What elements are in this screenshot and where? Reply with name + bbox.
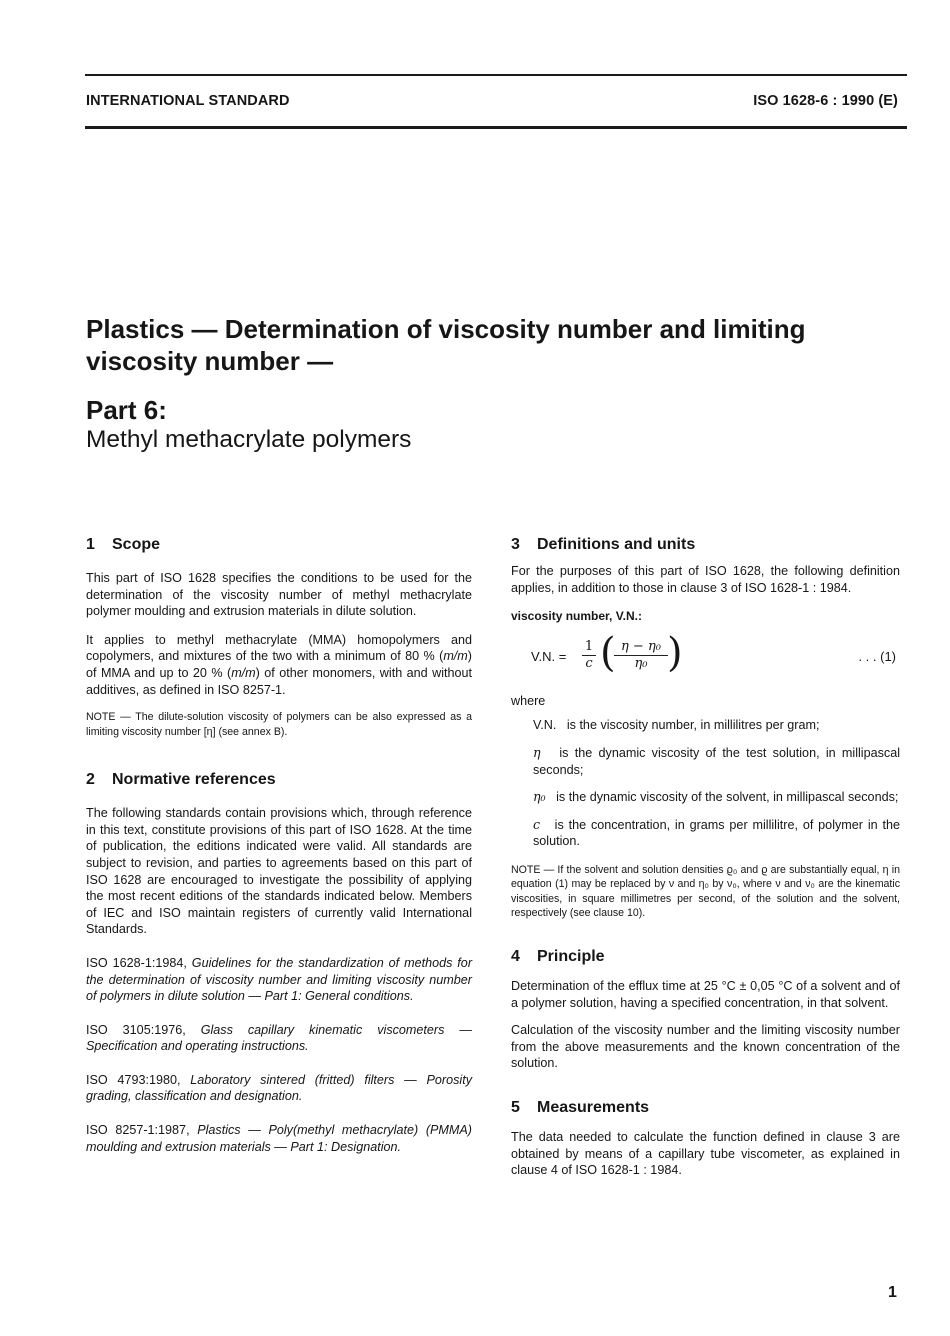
reference-iso-1628-1: ISO 1628-1:1984, Guidelines for the standardization of methods for the determination of viscosity number and limiting viscosity number of polymers in dilute solution — Part 1: General conditions. (86, 955, 473, 1004)
scope-paragraph-2: It applies to methyl methacrylate (MMA) homopolymers and copolymers, and mixtures of the two with a minimum of 80 % (m/m) of MMA and up to 20 % (m/m) of other monomers, with and without additives, as defined in ISO 8257-1. (86, 632, 472, 697)
section-5-heading: 5 Measurements (511, 1098, 650, 1116)
header-rule (85, 126, 907, 129)
definition-c: c is the concentration, in grams per millilitre, of polymer in the solution. (533, 816, 900, 849)
reference-iso-4793: ISO 4793:1980, Laboratory sintered (fritted) filters — Porosity grading, classification and designation. (86, 1072, 472, 1104)
principle-paragraph-2: Calculation of the viscosity number and the limiting viscosity number from the above measurements and the known concentration of the solution. (511, 1023, 900, 1071)
document-subtitle: Methyl methacrylate polymers (86, 426, 412, 453)
section-1-heading: 1 Scope (86, 536, 161, 553)
references-intro: The following standards contain provisions which, through reference in this text, constitute provisions of this part of ISO 1628. At the time of publication, the editions indicated were valid. All standards are subject to revision, and parties to agreements based on this part of ISO 1628 are encouraged to investigate the possibility of applying the most recent editions of the standards indicated below. Members of IEC and ISO maintain registers of currently valid International Standards. (86, 806, 472, 937)
left-column (86, 535, 472, 1155)
viscosity-number-equation (511, 629, 900, 685)
definitions-intro: For the purposes of this part of ISO 1628, the following definition applies, in addition to those in clause 3 of ISO 1628-1 : 1984. (511, 564, 900, 595)
defined-term: viscosity number, V.N.: (511, 609, 642, 624)
equation-number: . . . (1) (858, 648, 896, 664)
definition-vn: V.N. is the viscosity number, in millilitres per gram; (533, 718, 820, 733)
section-3-heading: 3 Definitions and units (511, 536, 696, 553)
part-number: Part 6: (86, 395, 167, 425)
definitions-note: NOTE — If the solvent and solution densities ϱ₀ and ϱ are substantially equal, η in equation (1) may be replaced by ν and η₀ by ν₀, where ν and ν₀ are the kinematic viscosities, in square millimetres per second, of the solution and the solvent, respectively (see clause 10). (511, 863, 900, 920)
equation-coefficient: 1 c (582, 639, 596, 673)
header-standard-label: INTERNATIONAL STANDARD (86, 93, 290, 109)
where-label: where (511, 693, 546, 708)
section-2-heading: 2 Normative references (86, 771, 276, 789)
header-document-number: ISO 1628-6 : 1990 (E) (753, 93, 898, 109)
title-line-1: Plastics — Determination of viscosity number and limiting (86, 314, 806, 344)
title-line-2: viscosity number — (86, 346, 334, 376)
reference-iso-3105: ISO 3105:1976, Glass capillary kinematic viscometers — Specification and operating instructions. (86, 1022, 472, 1054)
scope-paragraph-1: This part of ISO 1628 specifies the conditions to be used for the determination of the viscosity number of methyl methacrylate polymer moulding and extrusion materials in dilute solution. (86, 571, 472, 619)
reference-iso-8257-1: ISO 8257-1:1987, Plastics — Poly(methyl methacrylate) (PMMA) moulding and extrusion materials — Part 1: Designation. (86, 1123, 472, 1154)
principle-paragraph-1: Determination of the efflux time at 25 °C ± 0,05 °C of a solvent and of a polymer solution, having a specified concentration, in that solvent. (511, 978, 900, 1010)
top-rule (85, 74, 907, 76)
equation-ratio: η − η₀ η₀ (614, 639, 668, 673)
equation-lhs: V.N. = (531, 648, 567, 664)
measurements-paragraph: The data needed to calculate the function defined in clause 3 are obtained by means of a capillary tube viscometer, as explained in clause 4 of ISO 1628-1 : 1984. (511, 1129, 900, 1178)
left-parenthesis: ( (600, 629, 616, 676)
section-4-heading: 4 Principle (511, 947, 605, 965)
definition-eta-zero: η₀ is the dynamic viscosity of the solvent, in millipascal seconds; (533, 789, 899, 805)
document-title (86, 313, 916, 377)
definition-eta: η is the dynamic viscosity of the test solution, in millipascal seconds; (533, 744, 900, 777)
right-column (511, 535, 900, 1179)
page-number: 1 (888, 1284, 897, 1301)
right-parenthesis: ) (667, 629, 683, 676)
scope-note: NOTE — The dilute-solution viscosity of polymers can be also expressed as a limiting viscosity number [η] (see annex B). (86, 711, 472, 738)
